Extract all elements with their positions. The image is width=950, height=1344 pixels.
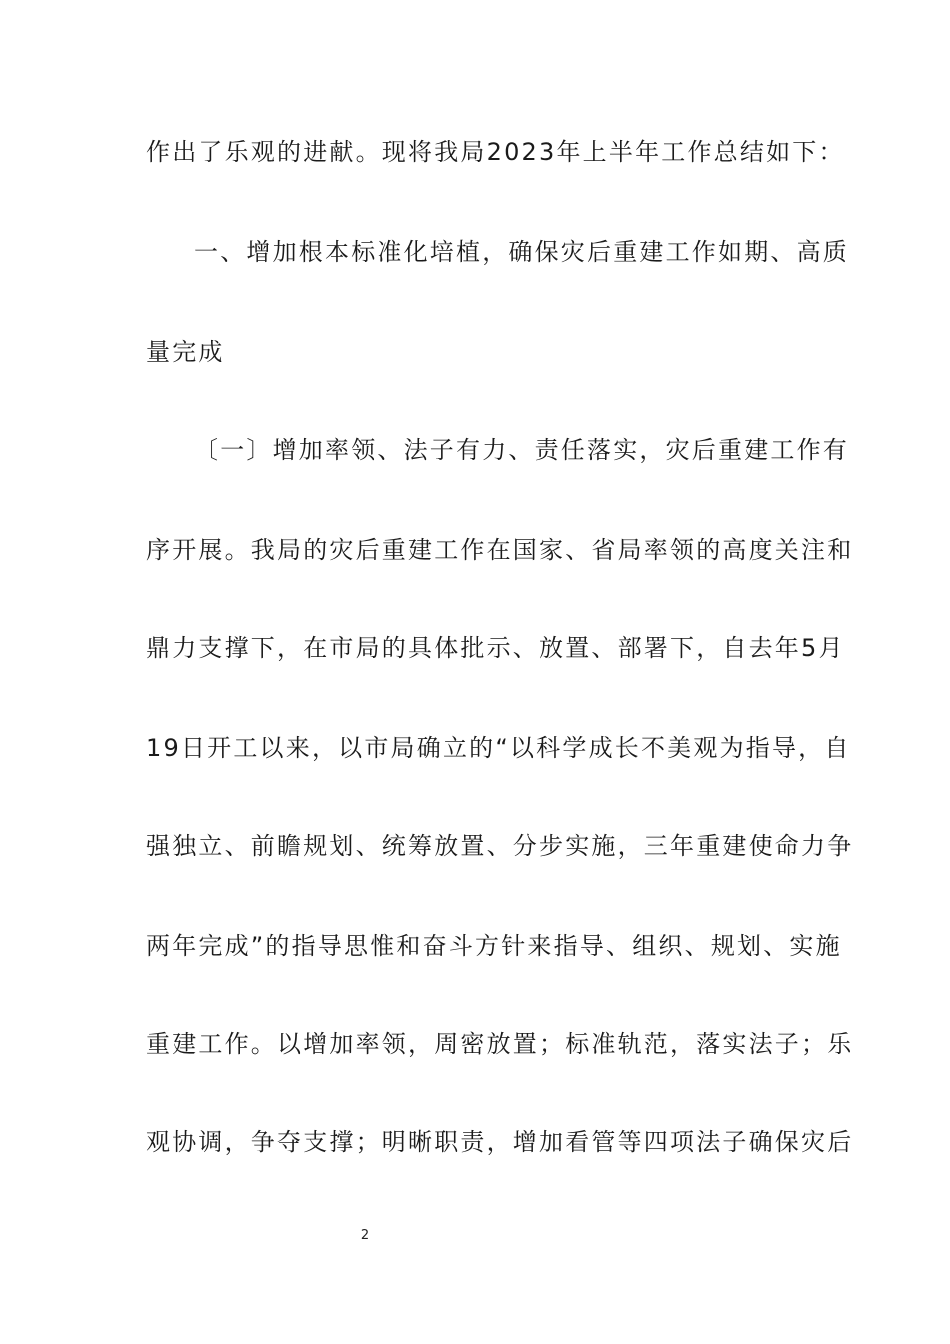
text-line-8: 强独立、前瞻规划、统筹放置、分步实施，三年重建使命力争 <box>146 832 854 860</box>
text-line-10: 重建工作。以增加率领，周密放置；标准轨范，落实法子；乐 <box>146 1030 854 1058</box>
text-line-5: 序开展。我局的灾后重建工作在国家、省局率领的高度关注和 <box>146 536 854 564</box>
section-heading-line-2: 量完成 <box>146 338 225 366</box>
text-line-1: 作出了乐观的进献。现将我局2023年上半年工作总结如下： <box>146 138 845 166</box>
section-heading-line-1: 一、增加根本标准化培植，确保灾后重建工作如期、高质 <box>194 238 849 266</box>
page-number: 2 <box>360 1228 370 1243</box>
text-line-11: 观协调，争夺支撑；明晰职责，增加看管等四项法子确保灾后 <box>146 1128 854 1156</box>
text-line-7: 19日开工以来，以市局确立的“以科学成长不美观为指导，自 <box>146 734 851 762</box>
subsection-line-1: 〔一〕增加率领、法子有力、责任落实，灾后重建工作有 <box>194 436 849 464</box>
text-line-6: 鼎力支撑下，在市局的具体批示、放置、部署下，自去年5月 <box>146 634 845 662</box>
text-line-9: 两年完成”的指导思惟和奋斗方针来指导、组织、规划、实施 <box>146 932 842 960</box>
